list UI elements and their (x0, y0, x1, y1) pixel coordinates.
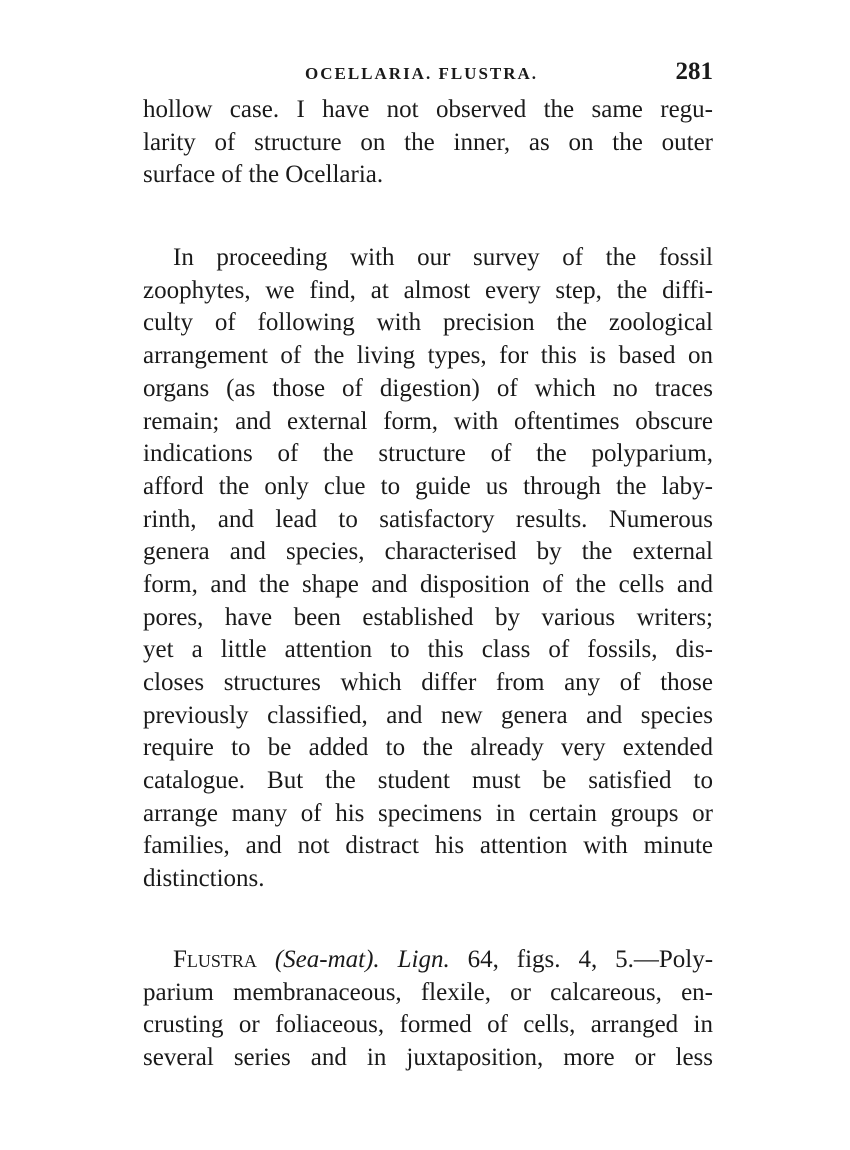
text-line: arrange many of his specimens in certain groups or (143, 799, 713, 827)
text-line: pores, have been established by various writers; (143, 603, 713, 631)
text-line: In proceeding with our survey of the fossil (173, 244, 713, 272)
page-number: 281 (675, 58, 713, 85)
entry-description-start: 64, figs. 4, 5.—Poly- (467, 945, 714, 973)
paragraph-flustra-entry (143, 944, 713, 1075)
text-line: several series and in juxtaposition, more or less (143, 1043, 713, 1071)
running-head (143, 58, 713, 92)
text-line: closes structures which differ from any of those (143, 669, 713, 696)
text-line: form, and the shape and disposition of the cells and (143, 570, 713, 598)
paragraph-fossil-zoophytes (143, 242, 713, 896)
text-line: families, and not distract his attention with minute (143, 832, 713, 860)
text-line: larity of structure on the inner, as on the outer (143, 128, 713, 156)
text-line: indications of the structure of the polyparium, (143, 440, 713, 468)
text-line: culty of following with precision the zoological (143, 309, 713, 337)
text-line: previously classified, and new genera and species (143, 701, 713, 729)
text-line: crusting or foliaceous, formed of cells, arranged in (143, 1011, 713, 1039)
plate-reference: Lign. (397, 945, 450, 973)
text-line: arrangement of the living types, for this is based on (143, 342, 713, 370)
text-line: hollow case. I have not observed the same regu- (143, 96, 713, 123)
text-line: yet a little attention to this class of fossils, dis- (143, 636, 713, 664)
text-line-entry-heading (143, 944, 713, 977)
paragraph-continuation (143, 94, 713, 192)
text-line: require to be added to the already very extended (143, 734, 713, 762)
text-line: rinth, and lead to satisfactory results. Numerous (143, 505, 713, 533)
text-line: zoophytes, we find, at almost every step, the diffi- (143, 276, 713, 304)
book-page (143, 58, 713, 1075)
text-line: genera and species, characterised by the external (143, 538, 713, 566)
text-line: surface of the Ocellaria. (143, 161, 384, 189)
text-line: catalogue. But the student must be satisfied to (143, 767, 713, 795)
text-line: afford the only clue to guide us through the laby- (143, 472, 713, 500)
running-title: OCELLARIA. FLUSTRA. (305, 64, 539, 83)
text-line: remain; and external form, with oftentimes obscure (143, 407, 713, 435)
text-line: organs (as those of digestion) of which no traces (143, 374, 713, 402)
text-line: parium membranaceous, flexile, or calcareous, en- (143, 978, 713, 1006)
genus-name: Flustra (173, 945, 257, 973)
common-name: (Sea-mat). (274, 945, 380, 973)
text-line: distinctions. (143, 865, 265, 893)
